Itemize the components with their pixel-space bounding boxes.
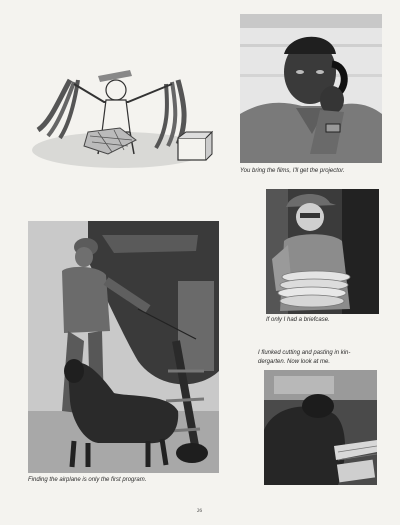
caption-cutting-line1: I flunked cutting and pasting in kin- — [258, 350, 351, 356]
soldier-with-dog-by-aircraft-photo — [28, 221, 219, 473]
caption-briefcase: If only I had a briefcase. — [266, 317, 330, 323]
page-number: 26 — [197, 509, 202, 514]
cartoon-man-holding-film-strips-icon — [28, 62, 213, 174]
cartoon-film-illustration — [28, 62, 213, 174]
caption-projector: You bring the films, I'll get the projector. — [240, 168, 345, 174]
man-on-telephone-photo — [240, 14, 382, 163]
caption-airplane: Finding the airplane is only the first program. — [28, 477, 147, 483]
man-carrying-film-cans-photo — [266, 189, 379, 314]
caption-cutting-line2: dergarten. Now look at me. — [258, 359, 331, 365]
man-splicing-film-photo — [264, 370, 377, 485]
